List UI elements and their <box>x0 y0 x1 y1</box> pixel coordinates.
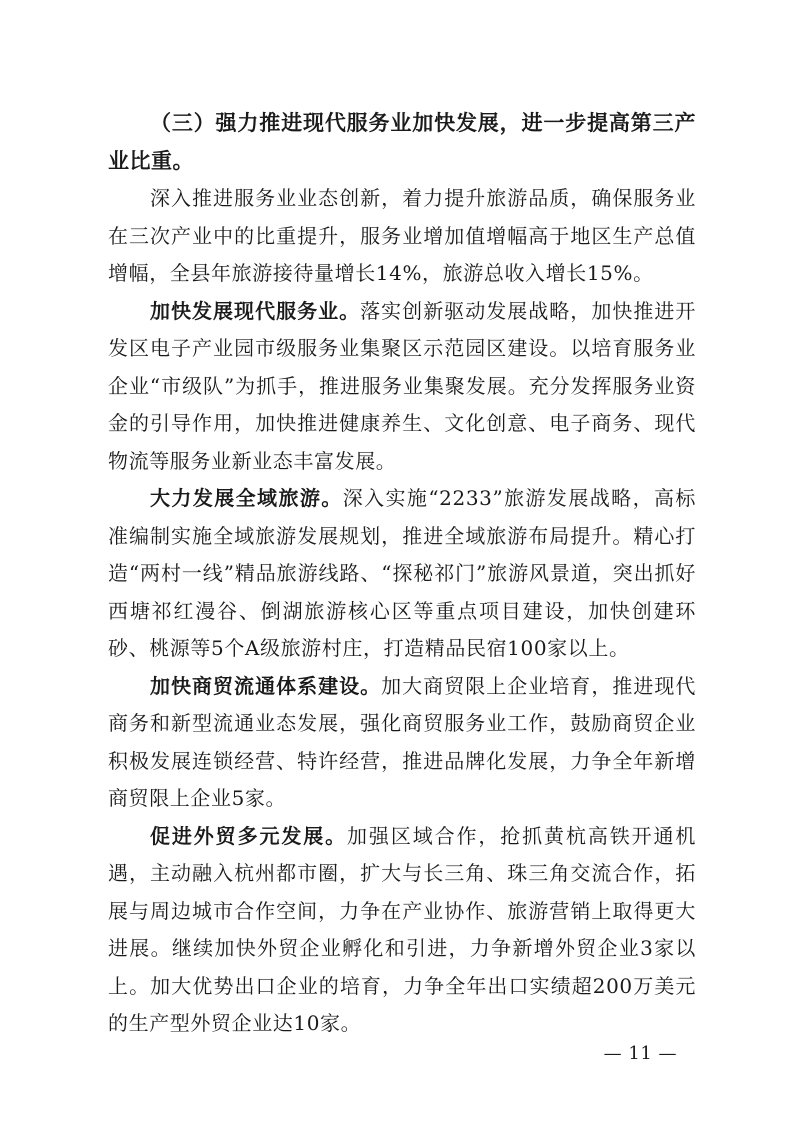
paragraph-tourism <box>108 480 696 668</box>
document-body <box>108 104 696 1043</box>
paragraph-text: 深入实施“2233”旅游发展战略，高标准编制实施全域旅游发展规划，推进全域旅游布局提升。精心打造“两村一线”精品旅游线路、“探秘祁门”旅游风景道，突出抓好西塘祁红漫谷、倒湖旅游核心区等重点项目建设，加快创建环砂、桃源等5个A级旅游村庄，打造精品民宿100家以上。 <box>108 486 696 660</box>
paragraph-foreign-trade <box>108 818 696 1043</box>
paragraph-lead: 加快商贸流通体系建设。 <box>150 673 382 698</box>
intro-paragraph: 深入推进服务业业态创新，着力提升旅游品质，确保服务业在三次产业中的比重提升，服务业增加值增幅高于地区生产总值增幅，全县年旅游接待量增长14%，旅游总收入增长15%。 <box>108 186 696 285</box>
paragraph-text: 加强区域合作，抢抓黄杭高铁开通机遇，主动融入杭州都市圈，扩大与长三角、珠三角交流合作，拓展与周边城市合作空间，力争在产业协作、旅游营销上取得更大进展。继续加快外贸企业孵化和引进，力争新增外贸企业3家以上。加大优势出口企业的培育，力争全年出口实绩超200万美元的生产型外贸企业达10家。 <box>108 823 696 1035</box>
page-number: — 11 — <box>603 1043 677 1064</box>
paragraph-lead: 加快发展现代服务业。 <box>150 298 361 323</box>
paragraph-lead: 大力发展全域旅游。 <box>150 486 343 510</box>
paragraph-modern-services <box>108 293 696 481</box>
paragraph-commerce <box>108 668 696 818</box>
paragraph-text: 落实创新驱动发展战略，加快推进开发区电子产业园市级服务业集聚区示范园区建设。以培育服务业企业“市级队”为抓手，推进服务业集聚发展。充分发挥服务业资金的引导作用，加快推进健康养生、文化创意、电子商务、现代物流等服务业新业态丰富发展。 <box>108 298 696 473</box>
section-heading: （三）强力推进现代服务业加快发展，进一步提高第三产业比重。 <box>108 110 696 173</box>
paragraph-text: 加大商贸限上企业培育，推进现代商务和新型流通业态发展，强化商贸服务业工作，鼓励商贸企业积极发展连锁经营、特许经营，推进品牌化发展，力争全年新增商贸限上企业5家。 <box>108 673 696 810</box>
paragraph-lead: 促进外贸多元发展。 <box>150 823 348 848</box>
